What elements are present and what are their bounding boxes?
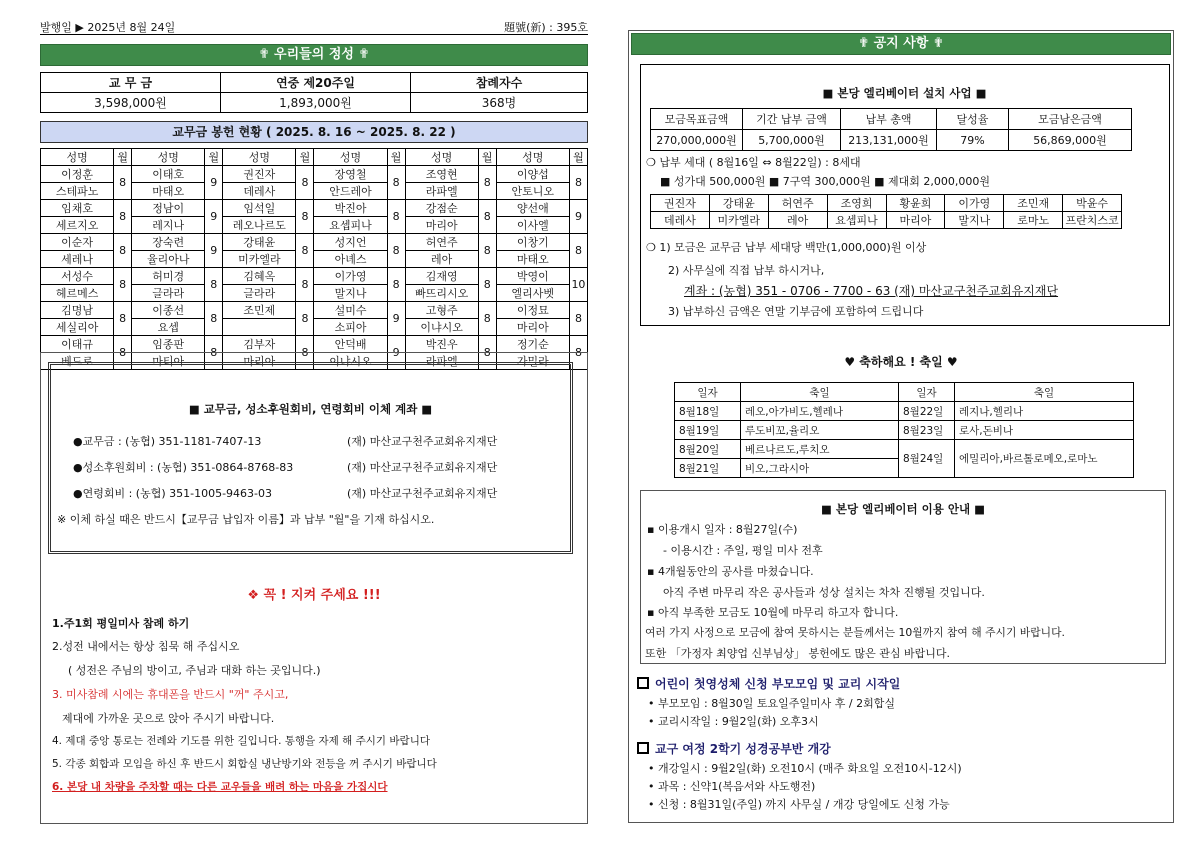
elevator-title: ■ 본당 엘리베이터 설치 사업 ■ [822, 86, 987, 100]
donor-baptismal-name: 레아 [405, 251, 478, 268]
elevator-header: 납부 총액 [841, 109, 937, 130]
transfer-holder-3: (재) 마산교구천주교회유지재단 [347, 487, 498, 500]
donation-col-header: 월 [205, 149, 223, 166]
donor-month: 8 [114, 166, 132, 200]
elevator-info: 3) 납부하신 금액은 연말 기부금에 포함하여 드립니다 [668, 305, 924, 318]
elevator-account: 계좌 : (농협) 351 - 0706 - 7700 - 63 (재) 마산교구천주교회유지재단 [684, 284, 1059, 298]
donor-name: 이창기 [496, 234, 569, 251]
donation-col-header: 성명 [314, 149, 387, 166]
donor-month: 8 [114, 200, 132, 234]
feast-header: 일자 [899, 383, 955, 402]
donor-name: 박진아 [314, 200, 387, 217]
donor-baptismal-name: 마리아 [496, 319, 569, 336]
rule-line: 제대에 가까운 곳으로 앉아 주시기 바랍니다. [62, 712, 275, 725]
donor-month: 9 [205, 234, 223, 268]
issue-number: 題號(新) : 395호 [504, 21, 588, 34]
donor-baptismal-name: 율리아나 [132, 251, 205, 268]
feast-header: 일자 [675, 383, 741, 402]
donor-name: 이태규 [41, 336, 114, 353]
issue-date: 발행일 ▶ 2025년 8월 24일 [40, 21, 176, 34]
donor-name: 이태호 [132, 166, 205, 183]
first-communion-line: • 부모모임 : 8월30일 토요일주일미사 후 / 2회합실 [648, 697, 896, 710]
feast-saints: 비오,그라시아 [741, 459, 899, 478]
donor-name: 허연주 [405, 234, 478, 251]
rule-line: 1.주1회 평일미사 참례 하기 [52, 617, 190, 630]
donor-baptismal-name: 마태오 [496, 251, 569, 268]
donor-month: 8 [569, 302, 587, 336]
donor-baptismal-name: 데레사 [223, 183, 296, 200]
elevator-guide-line: ▪ 아직 부족한 모금도 10월에 마무리 하고자 합니다. [647, 606, 899, 619]
elevator-guide-line: 여러 가지 사정으로 모금에 참여 못하시는 분들께서는 10월까지 참여 해 주시기 바랍니다. [645, 626, 1065, 639]
donor-name: 정기순 [496, 336, 569, 353]
donor-name: 설미수 [314, 302, 387, 319]
elevator-info: ❍ 1) 모금은 교무금 납부 세대당 백만(1,000,000)원 이상 [646, 241, 927, 254]
elevator-donor: 허연주 [768, 195, 827, 212]
transfer-note: ※ 이체 하실 때은 반드시【교무금 납입자 이름】과 납부 "월"을 기재 하십시오. [57, 513, 435, 526]
elevator-guide-title: ■ 본당 엘리베이터 이용 안내 ■ [821, 502, 985, 516]
donation-col-header: 월 [569, 149, 587, 166]
elevator-guide-line: ▪ 이용개시 일자 : 8월27일(수) [647, 523, 798, 536]
elevator-value: 5,700,000원 [743, 130, 841, 151]
offering-value: 1,893,000원 [221, 93, 411, 113]
rule-line: ( 성전은 주님의 방이고, 주님과 대화 하는 곳입니다.) [68, 664, 321, 677]
donor-month: 8 [205, 336, 223, 370]
donation-col-header: 월 [296, 149, 314, 166]
donor-name: 성지언 [314, 234, 387, 251]
transfer-box [48, 362, 573, 554]
donor-month: 8 [114, 336, 132, 370]
feast-date: 8월19일 [675, 421, 741, 440]
donor-month: 8 [569, 336, 587, 370]
donor-name: 안덕배 [314, 336, 387, 353]
donor-baptismal-name: 레지나 [132, 217, 205, 234]
elevator-donor: 조민재 [1004, 195, 1063, 212]
donor-name: 정남이 [132, 200, 205, 217]
donation-status-title: 교무금 봉헌 현황 ( 2025. 8. 16 ~ 2025. 8. 22 ) [40, 121, 588, 143]
donor-name: 이양섭 [496, 166, 569, 183]
transfer-account-3: ●연령회비 : (농협) 351-1005-9463-03 [73, 487, 273, 500]
donor-name: 이가영 [314, 268, 387, 285]
donor-name: 이정묘 [496, 302, 569, 319]
donor-month: 8 [114, 302, 132, 336]
offering-table [40, 72, 588, 113]
elevator-value: 213,131,000원 [841, 130, 937, 151]
offering-header: 참례자수 [411, 73, 588, 93]
donor-baptismal-name: 요셉 [132, 319, 205, 336]
donor-month: 8 [296, 302, 314, 336]
donor-name: 장숙련 [132, 234, 205, 251]
donor-month: 8 [205, 302, 223, 336]
donor-month: 9 [205, 200, 223, 234]
rule-line: 6. 본당 내 차량을 주차할 때는 다른 교우들을 배려 하는 마음을 가집시다 [52, 781, 388, 793]
first-communion-title: 어린이 첫영성체 신청 부모모임 및 교리 시작일 [655, 677, 901, 691]
donation-col-header: 성명 [41, 149, 114, 166]
donor-name: 장영철 [314, 166, 387, 183]
bible-study-heading [637, 740, 831, 757]
donor-name: 고형주 [405, 302, 478, 319]
donor-month: 8 [296, 234, 314, 268]
donor-month: 9 [387, 302, 405, 336]
donor-month: 8 [478, 166, 496, 200]
donor-month: 8 [478, 200, 496, 234]
rule-line: 3. 미사참례 시에는 휴대폰을 반드시 "꺼" 주시고, [52, 688, 289, 701]
donor-baptismal-name: 레오나르도 [223, 217, 296, 234]
elevator-donor: 미카엘라 [709, 212, 768, 229]
rule-line: 2.성전 내에서는 항상 침묵 해 주십시오 [52, 640, 240, 653]
elevator-value: 270,000,000원 [651, 130, 743, 151]
donor-name: 김혜옥 [223, 268, 296, 285]
elevator-donor: 권진자 [651, 195, 710, 212]
donor-name: 이종선 [132, 302, 205, 319]
elevator-donor: 강태윤 [709, 195, 768, 212]
donor-baptismal-name: 안드레아 [314, 183, 387, 200]
elevator-donor: 프란치스코 [1063, 212, 1122, 229]
elevator-guide-line: - 이용시간 : 주일, 평일 미사 전후 [663, 544, 823, 557]
donor-baptismal-name: 글라라 [223, 285, 296, 302]
elevator-header: 모금목표금액 [651, 109, 743, 130]
donor-month: 8 [387, 200, 405, 234]
transfer-account-2: ●성소후원회비 : (농협) 351-0864-8768-83 [73, 461, 294, 474]
donor-baptismal-name: 마리아 [223, 353, 296, 370]
bible-study-line: • 과목 : 신약1(복음서와 사도행전) [648, 780, 816, 793]
donor-month: 8 [296, 200, 314, 234]
donor-baptismal-name: 가밀라 [496, 353, 569, 370]
rules-title: ❖ 꼭 ! 지켜 주세요 !!! [247, 588, 381, 603]
feast-title: ♥ 축하해요 ! 축일 ♥ [844, 355, 958, 369]
donor-month: 10 [569, 268, 587, 302]
donor-name: 허미경 [132, 268, 205, 285]
elevator-table [650, 108, 1132, 151]
bible-study-title: 교구 여정 2학기 성경공부반 개강 [655, 742, 831, 756]
donor-baptismal-name: 베드로 [41, 353, 114, 370]
offering-value: 3,598,000원 [41, 93, 221, 113]
offering-value: 368명 [411, 93, 588, 113]
donor-month: 8 [569, 166, 587, 200]
offering-header: 교 무 금 [41, 73, 221, 93]
donation-col-header: 성명 [496, 149, 569, 166]
donor-name: 조민제 [223, 302, 296, 319]
elevator-groups: ■ 성가대 500,000원 ■ 7구역 300,000원 ■ 제대회 2,000,000원 [660, 175, 990, 188]
elevator-guide-line: ▪ 4개월동안의 공사를 마쳤습니다. [647, 565, 814, 578]
elevator-donor: 요셉피나 [827, 212, 886, 229]
donor-name: 임석일 [223, 200, 296, 217]
feast-date: 8월22일 [899, 402, 955, 421]
elevator-donor: 조영희 [827, 195, 886, 212]
donor-name: 김재영 [405, 268, 478, 285]
elevator-info: 2) 사무실에 직접 납부 하시거나, [668, 264, 825, 277]
donor-baptismal-name: 이사엘 [496, 217, 569, 234]
offering-title: ✟ 우리들의 정성 ✟ [40, 44, 588, 66]
donor-name: 이순자 [41, 234, 114, 251]
elevator-value: 79% [937, 130, 1009, 151]
offering-header: 연중 제20주일 [221, 73, 411, 93]
elevator-donor: 박윤수 [1063, 195, 1122, 212]
donor-baptismal-name: 마태오 [132, 183, 205, 200]
bible-study-line: • 신청 : 8월31일(주일) 까지 사무실 / 개강 당일에도 신청 가능 [648, 798, 950, 811]
donor-name: 강태윤 [223, 234, 296, 251]
donation-col-header: 성명 [223, 149, 296, 166]
donation-col-header: 월 [114, 149, 132, 166]
elevator-donor: 레아 [768, 212, 827, 229]
donor-month: 8 [569, 234, 587, 268]
donor-baptismal-name: 빠뜨리시오 [405, 285, 478, 302]
checkbox-square-icon [637, 677, 649, 689]
elevator-guide-line: 또한 「가정자 최양업 신부님상」 봉헌에도 많은 관심 바랍니다. [645, 647, 950, 660]
elevator-guide-line: 아직 주변 마무리 작은 공사들과 성상 설치는 차차 진행될 것입니다. [663, 586, 985, 599]
transfer-title: ■ 교무금, 성소후원회비, 연령회비 이체 계좌 ■ [188, 402, 433, 416]
donor-month: 8 [478, 336, 496, 370]
donor-name: 이정훈 [41, 166, 114, 183]
issue-header [40, 19, 588, 35]
donor-month: 8 [296, 166, 314, 200]
feast-header: 축일 [955, 383, 1134, 402]
donor-name: 김명남 [41, 302, 114, 319]
transfer-holder-2: (재) 마산교구천주교회유지재단 [347, 461, 498, 474]
donor-month: 8 [478, 302, 496, 336]
checkbox-square-icon [637, 742, 649, 754]
donor-baptismal-name: 세실리아 [41, 319, 114, 336]
donation-col-header: 성명 [405, 149, 478, 166]
feast-saints: 레오,아가비도,헬레나 [741, 402, 899, 421]
donor-month: 9 [569, 200, 587, 234]
donor-month: 8 [114, 268, 132, 302]
feast-saints: 루도비꼬,율리오 [741, 421, 899, 440]
donor-baptismal-name: 라파엘 [405, 353, 478, 370]
donor-name: 강점순 [405, 200, 478, 217]
elevator-donor: 이가영 [945, 195, 1004, 212]
donor-month: 8 [387, 166, 405, 200]
elevator-donor: 황윤희 [886, 195, 945, 212]
elevator-households: ❍ 납부 세대 ( 8월16일 ⇔ 8월22일) : 8세대 [646, 156, 861, 169]
donor-baptismal-name: 이냐시오 [405, 319, 478, 336]
feast-date: 8월24일 [899, 440, 955, 478]
first-communion-heading [637, 675, 900, 692]
donor-baptismal-name: 엘리사벳 [496, 285, 569, 302]
donor-baptismal-name: 스테파노 [41, 183, 114, 200]
elevator-header: 모금남은금액 [1009, 109, 1132, 130]
elevator-value: 56,869,000원 [1009, 130, 1132, 151]
donor-baptismal-name: 아녜스 [314, 251, 387, 268]
donor-name: 박진우 [405, 336, 478, 353]
bible-study-line: • 개강일시 : 9월2일(화) 오전10시 (매주 화요일 오전10시-12시) [648, 762, 962, 775]
donor-month: 8 [205, 268, 223, 302]
donor-baptismal-name [223, 319, 296, 336]
feast-date: 8월18일 [675, 402, 741, 421]
notice-title: ✟ 공지 사항 ✟ [631, 33, 1171, 55]
elevator-donor-table [650, 194, 1122, 229]
donor-name: 김부자 [223, 336, 296, 353]
feast-date: 8월20일 [675, 440, 741, 459]
donation-col-header: 월 [387, 149, 405, 166]
donor-name: 서성수 [41, 268, 114, 285]
donor-month: 8 [387, 268, 405, 302]
donor-month: 8 [478, 268, 496, 302]
donor-baptismal-name: 글라라 [132, 285, 205, 302]
donor-baptismal-name: 마리아 [405, 217, 478, 234]
elevator-donor: 말지나 [945, 212, 1004, 229]
donor-baptismal-name: 헤르메스 [41, 285, 114, 302]
donor-baptismal-name: 말지나 [314, 285, 387, 302]
donor-baptismal-name: 마티아 [132, 353, 205, 370]
donation-table [40, 148, 588, 370]
donation-col-header: 월 [478, 149, 496, 166]
feast-header: 축일 [741, 383, 899, 402]
donor-month: 8 [114, 234, 132, 268]
donor-month: 9 [387, 336, 405, 370]
feast-saints: 레지나,헬리나 [955, 402, 1134, 421]
donor-name: 권진자 [223, 166, 296, 183]
first-communion-line: • 교리시작일 : 9월2일(화) 오후3시 [648, 715, 819, 728]
feast-table [674, 382, 1134, 478]
elevator-header: 달성율 [937, 109, 1009, 130]
donor-name: 조영현 [405, 166, 478, 183]
donor-month: 8 [387, 234, 405, 268]
rule-line: 4. 제대 중앙 통로는 전례와 기도를 위한 길입니다. 통행을 자제 해 주시기 바랍니다 [52, 735, 430, 747]
elevator-guide-box [640, 490, 1166, 664]
elevator-donor: 데레사 [651, 212, 710, 229]
donor-baptismal-name: 세레나 [41, 251, 114, 268]
transfer-holder-1: (재) 마산교구천주교회유지재단 [347, 435, 498, 448]
donor-baptismal-name: 이냐시오 [314, 353, 387, 370]
feast-saints: 베르나르도,루치오 [741, 440, 899, 459]
donor-name: 임채호 [41, 200, 114, 217]
donor-month: 8 [478, 234, 496, 268]
feast-saints: 에밀리아,바르톨로메오,로마노 [955, 440, 1134, 478]
elevator-donor: 로마노 [1004, 212, 1063, 229]
donor-month: 9 [205, 166, 223, 200]
donor-name: 임종판 [132, 336, 205, 353]
donor-baptismal-name: 세르지오 [41, 217, 114, 234]
donor-name: 박영이 [496, 268, 569, 285]
elevator-donor: 마리아 [886, 212, 945, 229]
donor-month: 8 [296, 268, 314, 302]
rule-line: 5. 각종 회합과 모임을 하신 후 반드시 회합실 냉난방기와 전등을 꺼 주시기 바랍니다 [52, 758, 437, 770]
donor-baptismal-name: 소피아 [314, 319, 387, 336]
donor-baptismal-name: 라파엘 [405, 183, 478, 200]
feast-date: 8월21일 [675, 459, 741, 478]
donor-baptismal-name: 요셉피나 [314, 217, 387, 234]
donor-month: 8 [296, 336, 314, 370]
transfer-account-1: ●교무금 : (농협) 351-1181-7407-13 [73, 435, 262, 448]
donor-baptismal-name: 미카엘라 [223, 251, 296, 268]
donor-name: 양선애 [496, 200, 569, 217]
feast-saints: 로사,돈비나 [955, 421, 1134, 440]
elevator-header: 기간 납부 금액 [743, 109, 841, 130]
feast-date: 8월23일 [899, 421, 955, 440]
donor-baptismal-name: 안토니오 [496, 183, 569, 200]
donation-col-header: 성명 [132, 149, 205, 166]
